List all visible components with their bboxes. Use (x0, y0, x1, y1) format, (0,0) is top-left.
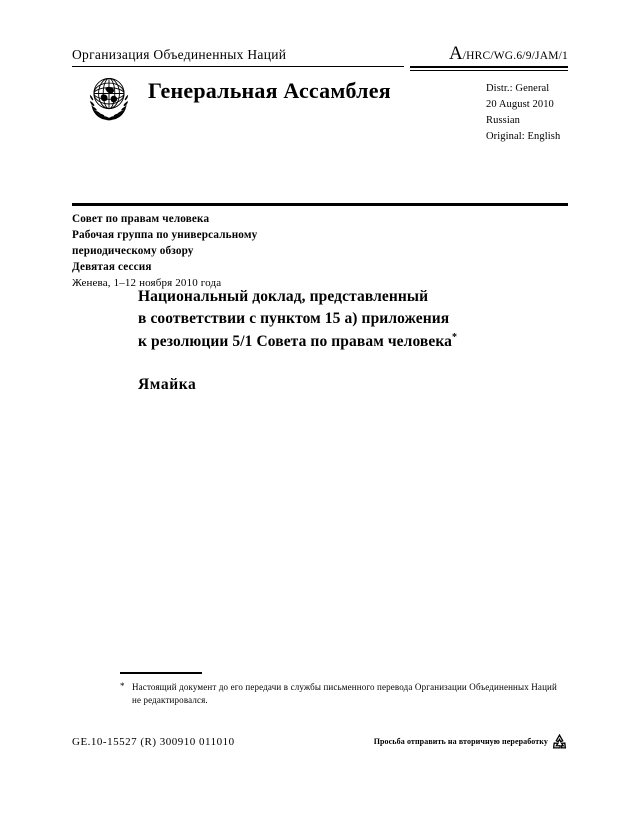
footnote-marker: * (120, 680, 125, 691)
masthead-top-row (72, 44, 568, 65)
organization-name: Организация Объединенных Наций (72, 47, 287, 63)
recycle-text: Просьба отправить на вторичную переработку (373, 737, 548, 746)
title-line-3: к резолюции 5/1 Совета по правам человека (138, 333, 453, 351)
footnote-text: Настоящий документ до его передачи в службы письменного перевода Организации Объединенных Наций не редактировался. (132, 681, 557, 706)
footnote-body (120, 681, 560, 709)
session-venue-date: Женева, 1–12 ноября 2010 года (72, 276, 222, 289)
distribution-date: 20 August 2010 (486, 98, 554, 110)
session-block (72, 212, 568, 291)
masthead (72, 44, 568, 71)
section-divider (72, 203, 568, 206)
distribution-distr: Distr.: General (486, 83, 550, 94)
council-name: Совет по правам человека (72, 213, 210, 225)
masthead-rule-left (72, 66, 404, 67)
title-line-1: Национальный доклад, представленный (138, 288, 429, 305)
title-line-3-row (138, 331, 568, 354)
page-footer (72, 733, 568, 750)
job-number: GE.10-15527 (R) 300910 011010 (72, 735, 235, 748)
distribution-block (486, 81, 560, 145)
country-name: Ямайка (138, 375, 197, 393)
footnote-separator (120, 672, 202, 674)
un-emblem-icon (80, 68, 138, 126)
title-block (138, 286, 568, 394)
document-symbol (449, 44, 568, 65)
distribution-original: Original: English (486, 130, 561, 142)
document-symbol-rest: /HRC/WG.6/9/JAM/1 (462, 50, 568, 62)
session-number: Девятая сессия (72, 260, 152, 273)
recycle-icon (551, 733, 568, 750)
document-symbol-prefix: A (448, 43, 463, 64)
working-group-line-1: Рабочая группа по универсальному (72, 228, 258, 241)
page-title (138, 286, 568, 354)
title-line-2: в соответствии с пунктом 15 a) приложения (138, 310, 450, 328)
organ-title: Генеральная Ассамблея (148, 78, 391, 103)
distribution-language: Russian (486, 114, 520, 126)
organ-header-row (72, 68, 568, 142)
recycle-notice (374, 733, 568, 750)
working-group-line-2: периодическому обзору (72, 244, 194, 257)
title-footnote-marker: * (452, 331, 458, 343)
footnote-block (120, 672, 560, 708)
